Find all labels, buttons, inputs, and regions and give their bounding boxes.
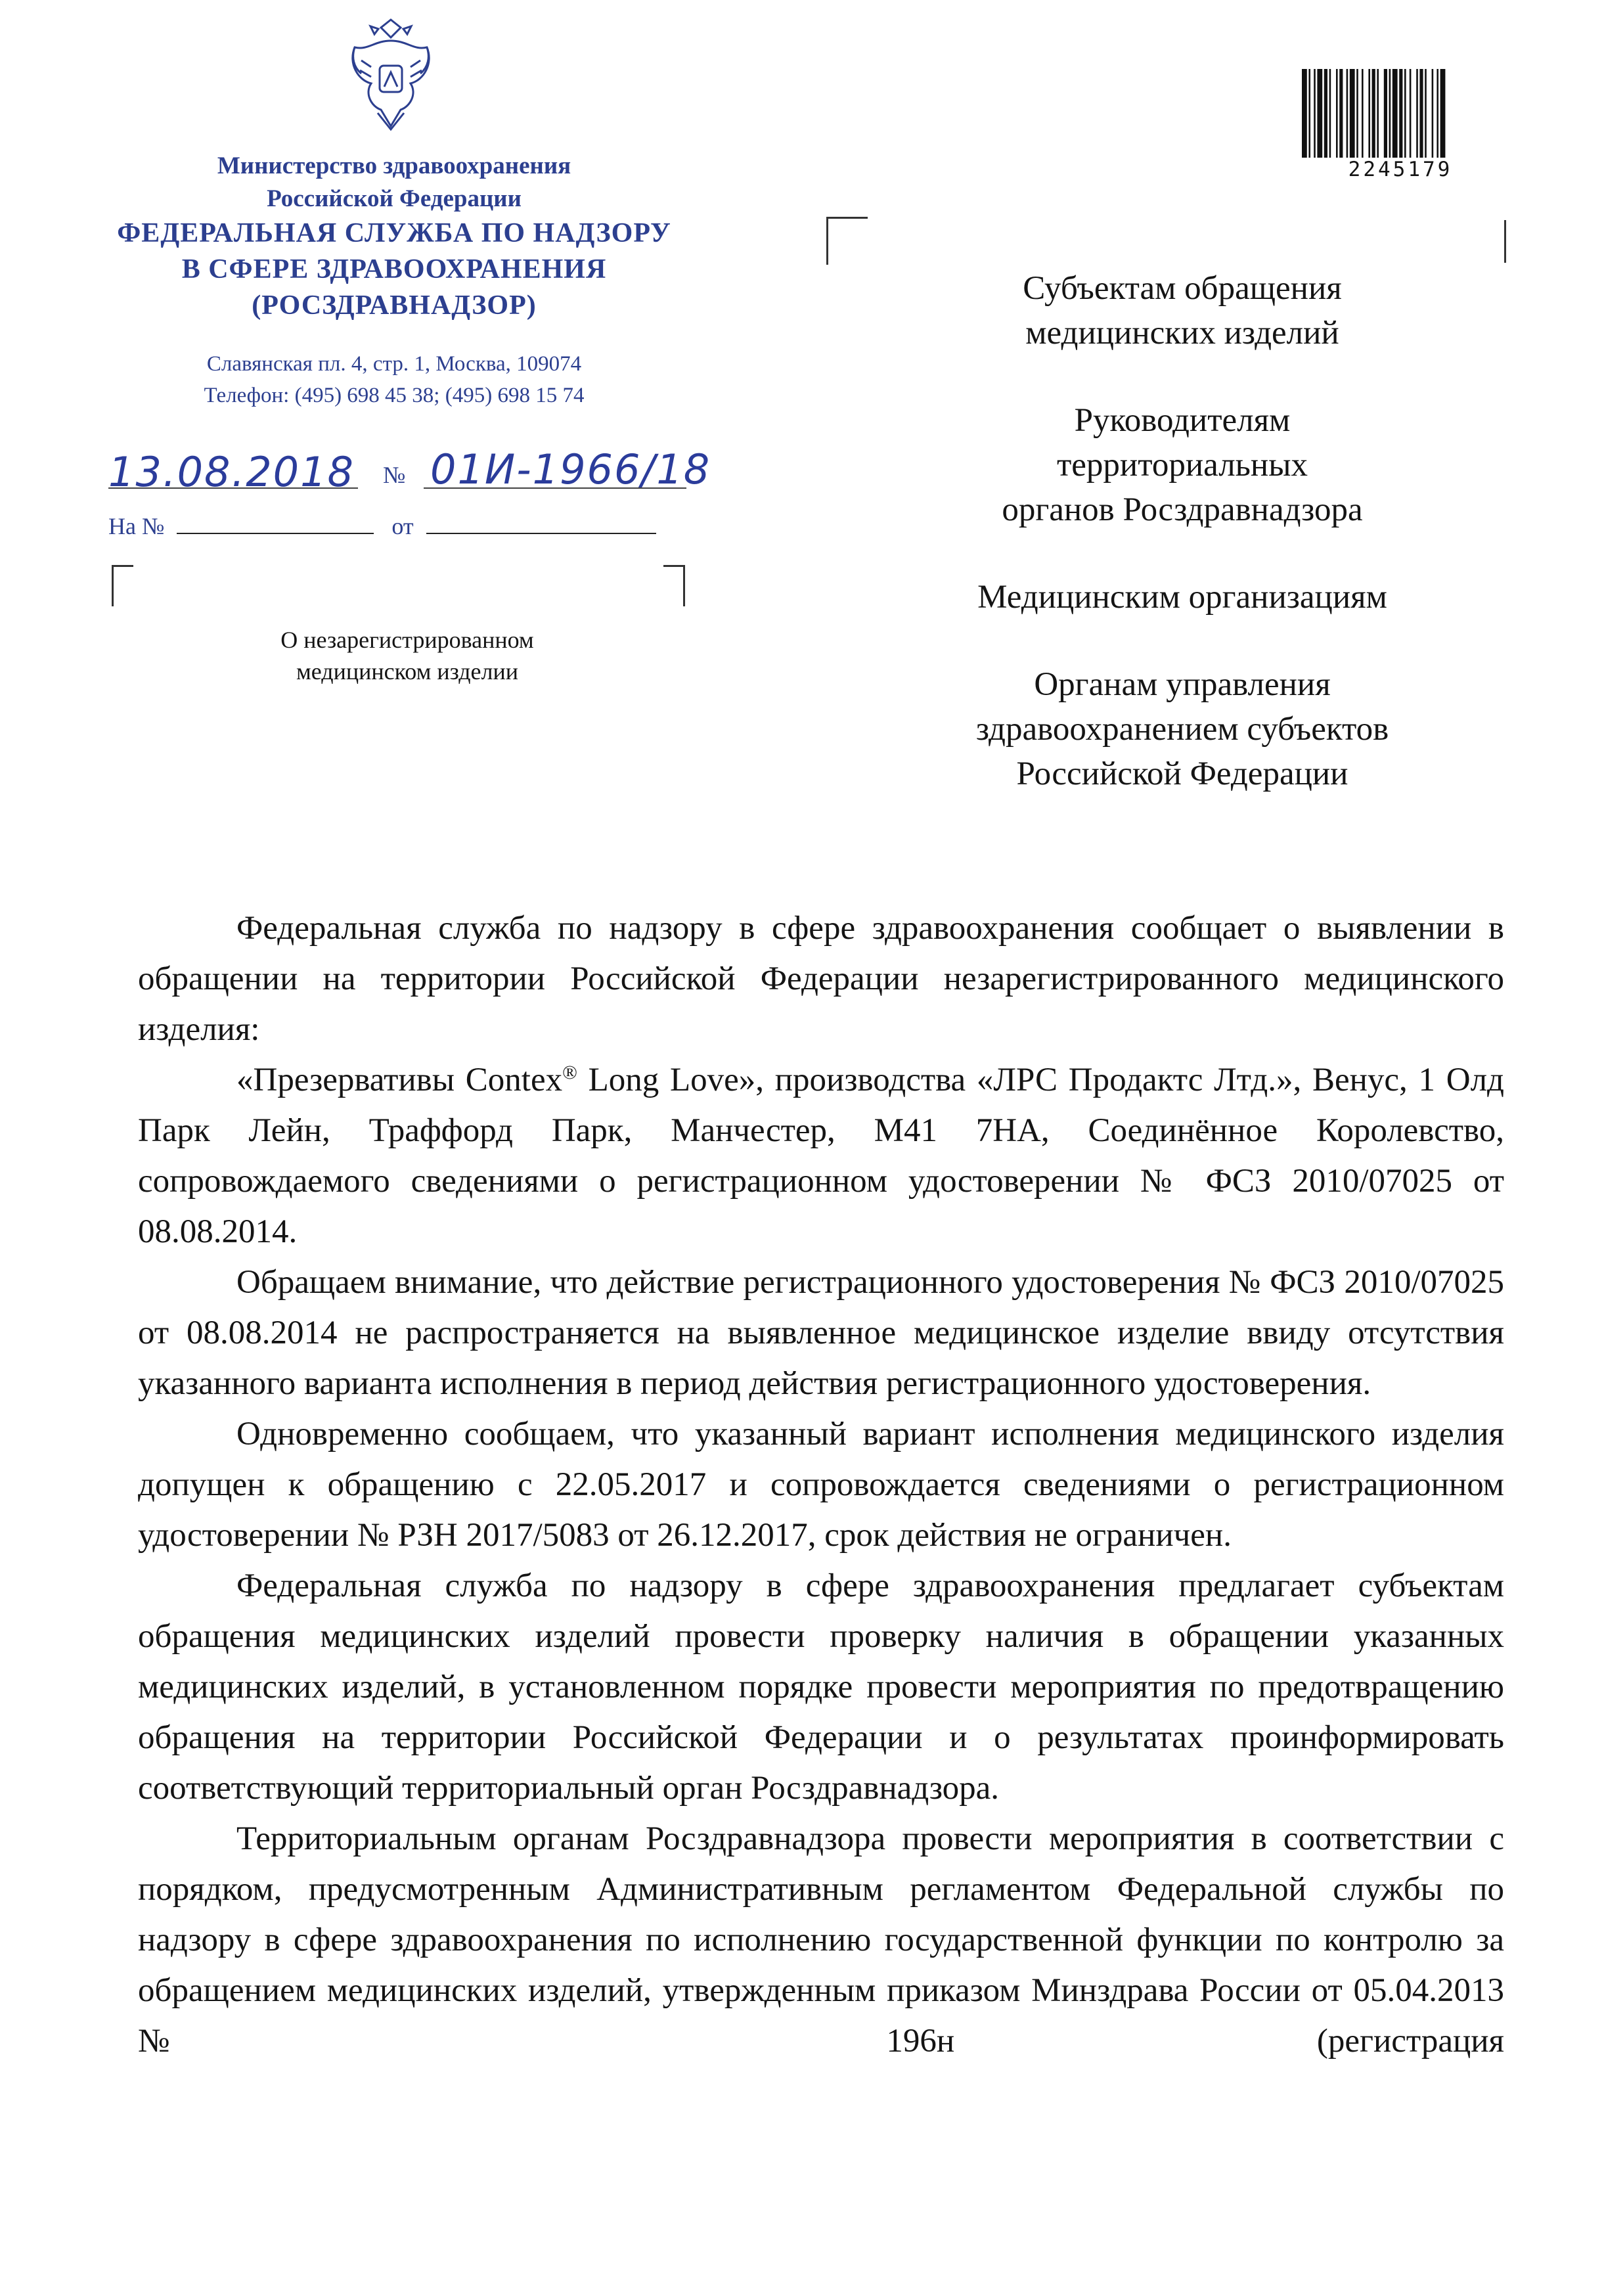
barcode-bar (1368, 69, 1370, 158)
addressee-corner-left (826, 217, 868, 265)
barcode-bar (1410, 69, 1412, 158)
coat-of-arms-icon (342, 14, 440, 133)
registration-line (108, 445, 711, 499)
subject-corner-left (112, 565, 133, 606)
barcode-bar (1339, 69, 1343, 158)
barcode-bar (1432, 69, 1434, 158)
addressee-1-line-2: медицинских изделий (1025, 315, 1339, 351)
addressee-2 (913, 398, 1452, 532)
subject-line-2: медицинском изделии (296, 658, 519, 685)
barcode-number: 2245179 (1348, 158, 1453, 181)
paragraph-2 (138, 1055, 1504, 1257)
barcode-bar (1416, 69, 1418, 158)
subject-line-1: О незарегистрированном (280, 627, 534, 653)
barcode-bar (1392, 69, 1398, 158)
addressee-3 (913, 575, 1452, 619)
barcode-bar (1399, 69, 1402, 158)
addressee-1 (913, 266, 1452, 355)
barcode-bar (1419, 69, 1423, 158)
paragraph-4: Одновременно сообщаем, что указанный вариант исполнения медицинского изделия допущен к обращению с 22.05.2017 и сопровождается сведениями о регистрационном удостоверении № РЗН 2017/5083 от 26.12.2017, срок действия не ограничен. (138, 1416, 1504, 1554)
registration-date: 13.08.2018 (108, 448, 355, 496)
barcode-bar (1350, 69, 1355, 158)
subject-corner-right (663, 565, 685, 606)
registration-number: 01И-1966/18 (430, 445, 711, 493)
barcode-bar (1356, 69, 1358, 158)
ministry-line-1: Министерство здравоохранения (217, 152, 571, 179)
barcode-bar (1314, 69, 1316, 158)
addressee-2-line-1: Руководителям (1074, 402, 1291, 439)
barcode-bar (1389, 69, 1391, 158)
barcode (1302, 69, 1499, 158)
service-line-1: ФЕДЕРАЛЬНАЯ СЛУЖБА ПО НАДЗОРУ (117, 218, 671, 248)
barcode-bar (1425, 69, 1427, 158)
addressee-2-line-3: органов Росздравнадзора (1002, 491, 1363, 528)
subject (197, 624, 617, 687)
paragraph-1: Федеральная служба по надзору в сфере здравоохранения сообщает о выявлении в обращении на территории Российской Федерации незарегистрированного медицинского изделия: (138, 910, 1504, 1048)
paragraph-3: Обращаем внимание, что действие регистрационного удостоверения № ФСЗ 2010/07025 от 08.08.2014 не распространяется на выявленное медицинское изделие ввиду отсутствия указанного варианта исполнения в период действия регистрационного удостоверения. (138, 1264, 1504, 1402)
barcode-bar (1437, 69, 1438, 158)
barcode-bar (1347, 69, 1348, 158)
addressee-3-line-1: Медицинским организациям (977, 579, 1387, 616)
addressee-corner-right (1504, 220, 1506, 263)
number-underline (424, 487, 686, 489)
reply-date-blank (426, 516, 656, 534)
barcode-bar (1372, 69, 1375, 158)
barcode-bar (1308, 69, 1310, 158)
barcode-bar (1324, 69, 1327, 158)
reply-ref-line (108, 512, 700, 540)
barcode-bar (1377, 69, 1379, 158)
barcode-bar (1302, 69, 1307, 158)
barcode-bar (1329, 69, 1331, 158)
barcode-bar (1384, 69, 1387, 158)
from-label: от (391, 513, 414, 539)
letter-body (138, 903, 1504, 2067)
barcode-bar (1362, 69, 1364, 158)
number-sign: № (383, 462, 406, 488)
paragraph-5: Федеральная служба по надзору в сфере здравоохранения предлагает субъектам обращения медицинских изделий провести проверку наличия в обращении указанных медицинских изделий, в установленном порядке провести мероприятия по предотвращению обращения на территории Российской Федерации и о результатах проинформировать соответствующий территориальный орган Росздравнадзора. (138, 1567, 1504, 1807)
addressee-list (913, 266, 1452, 839)
ministry-line-2: Российской Федерации (267, 185, 522, 212)
reply-number-blank (177, 516, 374, 534)
paragraph-6: Территориальным органам Росздравнадзора провести мероприятия в соответствии с порядком, предусмотренным Административным регламентом Федеральной службы по надзору в сфере здравоохранения по исполнению государственной функции по контролю за обращением медицинских изделий, утвержденным приказом Минздрава России от 05.04.2013 № 196н (регистрация (138, 1820, 1504, 2060)
addressee-4-line-1: Органам управления (1034, 666, 1331, 703)
barcode-bar (1317, 69, 1322, 158)
reply-to-label: На № (108, 513, 165, 539)
paragraph-2-end: Long Love», производства «ЛРС Продактс Лтд.», Венус, 1 Олд Парк Лейн, Траффорд Парк, Манчестер, M41 7HA, Соединённое Королевство, сопровождаемого сведениями о регистрационном удостоверении № ФСЗ 2010/07025 от 08.08.2014. (138, 1062, 1504, 1250)
date-underline (108, 487, 358, 489)
phone: Телефон: (495) 698 45 38; (495) 698 15 74 (204, 384, 585, 407)
barcode-bar (1440, 69, 1446, 158)
addressee-4-line-3: Российской Федерации (1016, 755, 1348, 792)
registered-mark: ® (562, 1062, 577, 1083)
addressee-4 (913, 662, 1452, 796)
addressee-1-line-1: Субъектам обращения (1023, 270, 1342, 307)
service-line-3: (РОСЗДРАВНАДЗОР) (252, 290, 537, 321)
addressee-2-line-2: территориальных (1057, 447, 1308, 484)
paragraph-2-start: «Презервативы Contex (236, 1062, 563, 1098)
address: Славянская пл. 4, стр. 1, Москва, 109074 (206, 352, 582, 376)
service-line-2: В СФЕРЕ ЗДРАВООХРАНЕНИЯ (181, 254, 607, 284)
barcode-bar (1404, 69, 1406, 158)
barcode-bar (1336, 69, 1338, 158)
addressee-4-line-2: здравоохранением субъектов (975, 711, 1389, 748)
